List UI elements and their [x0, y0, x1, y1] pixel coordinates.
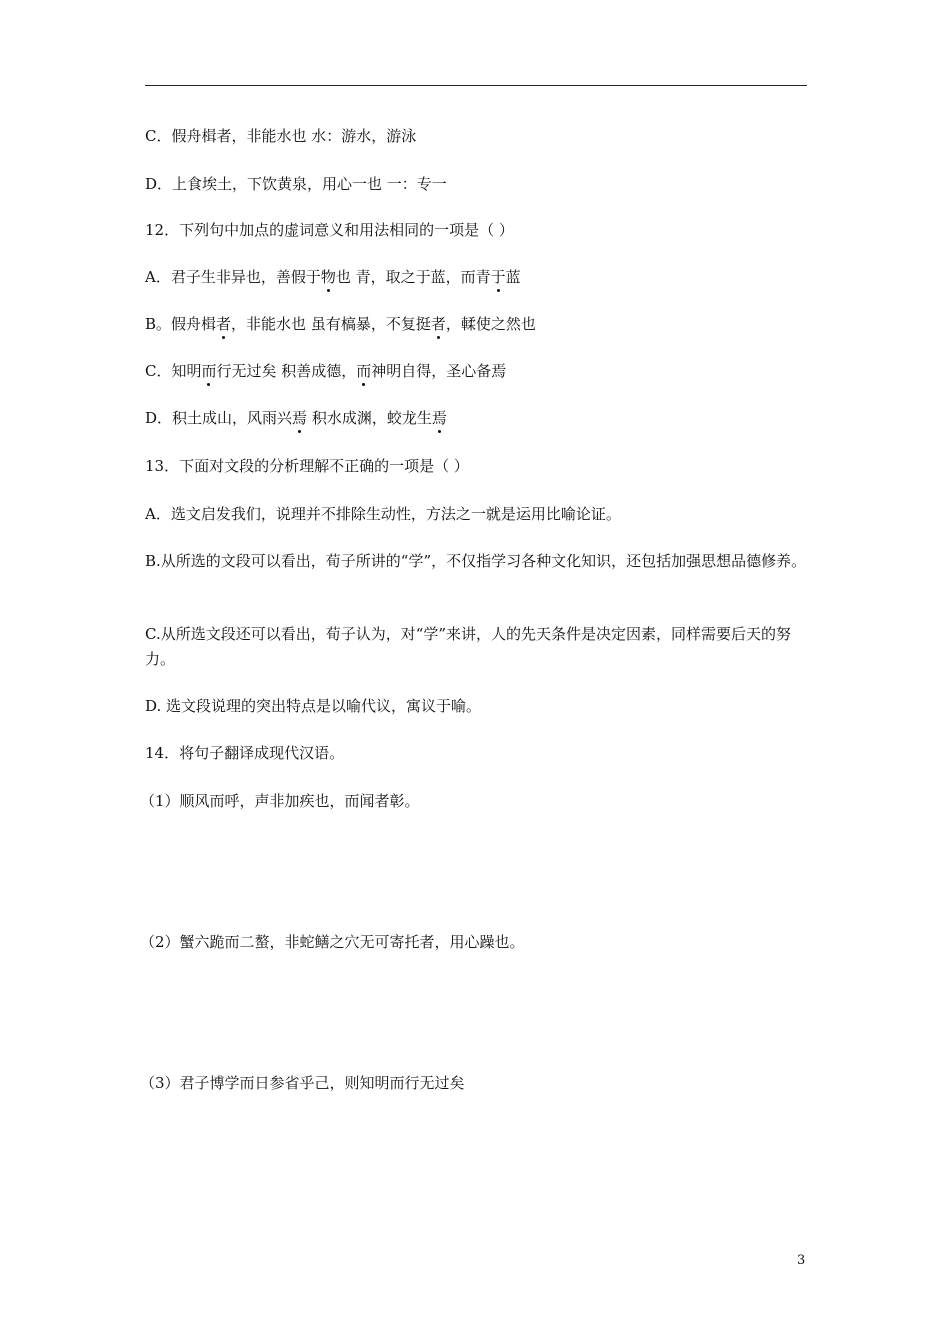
- option-text: D．积土成山，风雨兴: [145, 409, 293, 427]
- dotted-char: 焉: [292, 409, 308, 427]
- option-text: 蓝: [505, 268, 521, 286]
- dotted-char: 物: [320, 268, 336, 286]
- header-rule: [145, 85, 807, 86]
- question-12-option-c: [145, 364, 807, 379]
- dotted-char: 而: [356, 362, 372, 380]
- question-14-stem: 14．将句子翻译成现代汉语。: [145, 744, 345, 762]
- dotted-char: 者: [430, 315, 446, 333]
- option-text: B。假舟楫: [145, 315, 217, 333]
- dotted-char: 焉: [431, 409, 447, 427]
- question-14-sentence-3: （3）君子博学而日参省乎己，则知明而行无过矣: [140, 1074, 465, 1092]
- question-12-option-a: [145, 270, 807, 285]
- option-text: 积水成渊，蛟龙生: [307, 409, 432, 427]
- question-13-option-a: A．选文启发我们，说理并不排除生动性，方法之一就是运用比喻论证。: [145, 505, 621, 523]
- page-number: 3: [797, 1253, 806, 1268]
- question-13-stem: 13．下面对文段的分析理解不正确的一项是（ ）: [145, 457, 469, 475]
- option-text: 神明自得，圣心备焉: [371, 362, 507, 380]
- question-13-option-b: B.从所选的文段可以看出，荀子所讲的“学”，不仅指学习各种文化知识，还包括加强思想品德修养。: [145, 552, 807, 570]
- dotted-char: 于: [490, 268, 506, 286]
- question-13-option-d: D. 选文段说理的突出特点是以喻代议，寓议于喻。: [145, 697, 482, 715]
- question-13-option-c: C.从所选文段还可以看出，荀子认为，对“学”来讲，人的先天条件是决定因素，同样需要后天的努力。: [145, 625, 792, 668]
- option-d-line: D．上食埃土，下饮黄泉，用心一也 一：专一: [145, 175, 447, 193]
- dotted-char: 者: [216, 315, 232, 333]
- option-c-line: C．假舟楫者，非能水也 水：游水，游泳: [145, 127, 417, 145]
- question-14-sentence-2: （2）蟹六跪而二螯，非蛇鳝之穴无可寄托者，用心躁也。: [140, 933, 525, 951]
- dotted-char: 而: [201, 362, 217, 380]
- question-12-option-b: [145, 317, 807, 332]
- option-text: C．知明: [145, 362, 202, 380]
- option-text: ，輮使之然也: [445, 315, 536, 333]
- question-12-option-d: [145, 411, 807, 426]
- option-text: A．君子生非异也，善假于: [145, 268, 321, 286]
- option-text: ，非能水也 虽有槁暴，不复挺: [231, 315, 431, 333]
- option-text: 也 青，取之于蓝，而青: [335, 268, 491, 286]
- option-text: 行无过矣 积善成德，: [216, 362, 357, 380]
- question-14-sentence-1: （1）顺风而呼，声非加疾也，而闻者彰。: [140, 792, 420, 810]
- question-12-stem: 12．下列句中加点的虚词意义和用法相同的一项是（ ）: [145, 221, 514, 239]
